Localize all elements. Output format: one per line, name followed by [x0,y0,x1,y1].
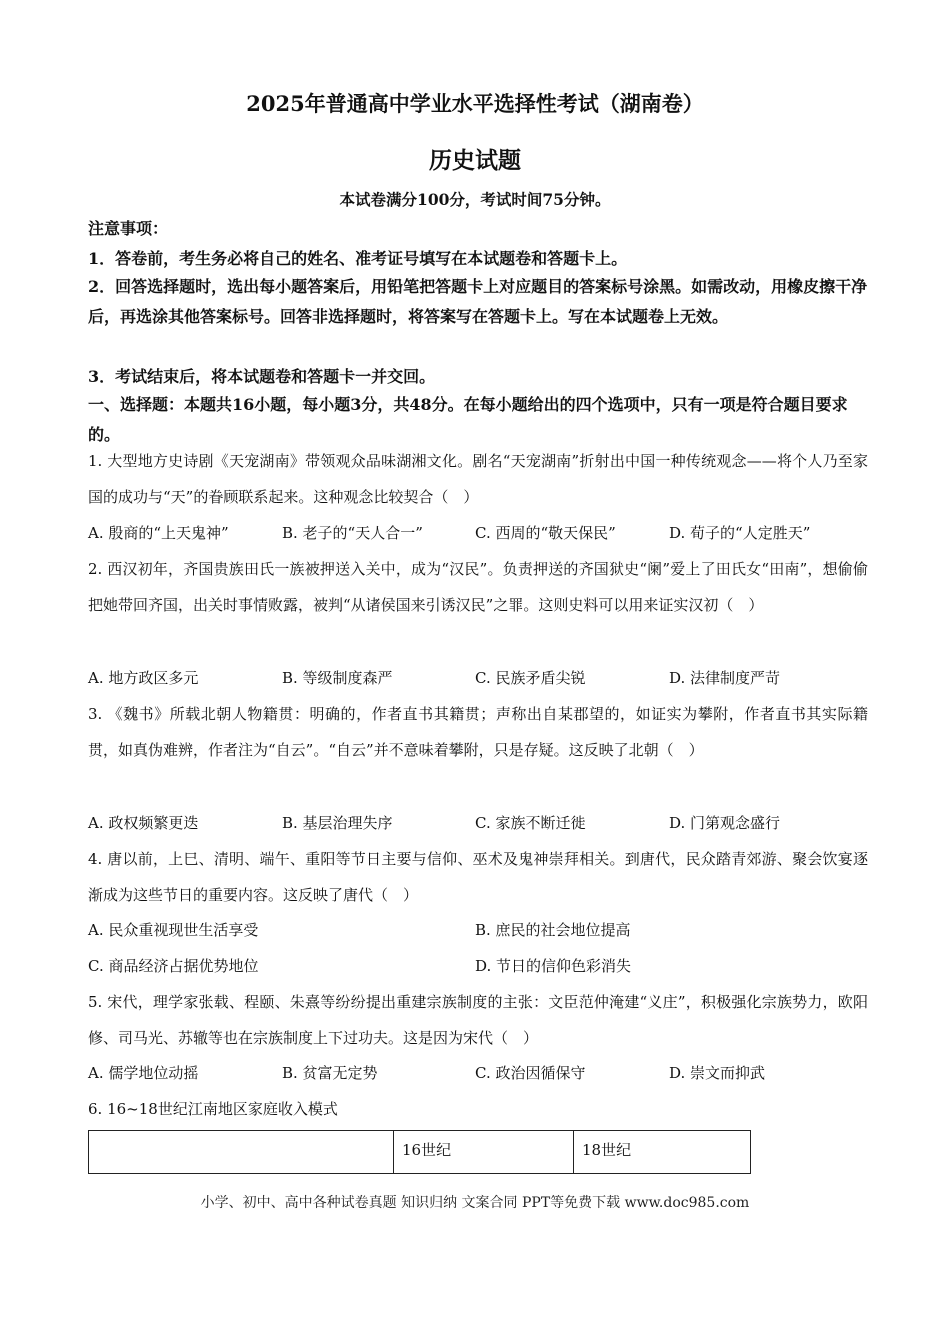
question-stem: 4. 唐以前，上巳、清明、端午、重阳等节日主要与信仰、巫术及鬼神崇拜相关。到唐代，民众踏青郊游、聚会饮宴逐渐成为这些节日的重要内容。这反映了唐代（ ） [88,850,868,904]
option-d: D. 崇文而抑武 [669,1064,766,1082]
question-stem: 1. 大型地方史诗剧《天宠湖南》带领观众品味湖湘文化。剧名“天宠湖南”折射出中国一种传统观念——将个人乃至家国的成功与“天”的眷顾联系起来。这种观念比较契合（ ） [88,452,868,506]
table-header-cell: 18世纪 [574,1131,751,1174]
table-row [89,1131,751,1174]
option-d: D. 荀子的“人定胜天” [669,524,811,542]
exam-info: 本试卷满分100分，考试时间75分钟。 [339,190,611,209]
income-table [88,1130,751,1174]
page-footer: 小学、初中、高中各种试卷真题 知识归纳 文案合同 PPT等免费下载 www.doc985.com [200,1195,750,1211]
question-options [88,955,868,979]
question-stem: 6. 16~18世纪江南地区家庭收入模式 [88,1100,338,1118]
option-b: B. 等级制度森严 [282,669,393,687]
option-c: C. 家族不断迁徙 [475,814,586,832]
question-options [88,667,868,691]
option-b: B. 庶民的社会地位提高 [475,921,631,939]
question-options [88,522,868,546]
option-b: B. 老子的“天人合一” [282,524,423,542]
question-stem: 5. 宋代，理学家张载、程颐、朱熹等纷纷提出重建宗族制度的主张：文臣范仲淹建“义庄”，积极强化宗族势力，欧阳修、司马光、苏辙等也在宗族制度上下过功夫。这是因为宋代（ ） [88,993,868,1047]
table-header-cell: 16世纪 [394,1131,574,1174]
question-options [88,812,868,836]
option-c: C. 民族矛盾尖锐 [475,669,586,687]
question-stem: 2. 西汉初年，齐国贵族田氏一族被押送入关中，成为“汉民”。负责押送的齐国狱史“阑”爱上了田氏女“田南”，想偷偷把她带回齐国，出关时事情败露，被判“从诸侯国来引诱汉民”之罪。这则史料可以用来证实汉初（ ） [88,560,868,614]
option-a: A. 殷商的“上天鬼神” [88,524,229,542]
option-d: D. 法律制度严苛 [669,669,781,687]
option-c: C. 西周的“敬天保民” [475,524,616,542]
option-d: D. 节日的信仰色彩消失 [475,957,632,975]
question-options [88,1062,868,1086]
subject-title: 历史试题 [429,147,521,174]
exam-title: 2025年普通高中学业水平选择性考试（湖南卷） [246,91,704,116]
section-heading: 一、选择题：本题共16小题，每小题3分，共48分。在每小题给出的四个选项中，只有一项是符合题目要求的。 [88,395,848,444]
table-header-cell [89,1131,394,1174]
option-b: B. 基层治理失序 [282,814,393,832]
notice-heading: 注意事项： [88,219,169,238]
option-a: A. 儒学地位动摇 [88,1064,199,1082]
option-a: A. 民众重视现世生活享受 [88,921,259,939]
notice-item-1: 1．答卷前，考生务必将自己的姓名、准考证号填写在本试题卷和答题卡上。 [88,249,628,268]
option-c: C. 政治因循保守 [475,1064,586,1082]
question-options [88,919,868,943]
option-d: D. 门第观念盛行 [669,814,781,832]
question-stem: 3. 《魏书》所载北朝人物籍贯：明确的，作者直书其籍贯；声称出自某郡望的，如证实为攀附，作者直书其实际籍贯，如真伪难辨，作者注为“自云”。“自云”并不意味着攀附，只是存疑。这反映了北朝（ ） [88,705,868,759]
notice-item-2: 2．回答选择题时，选出每小题答案后，用铅笔把答题卡上对应题目的答案标号涂黑。如需改动，用橡皮擦干净后，再选涂其他答案标号。回答非选择题时，将答案写在答题卡上。写在本试题卷上无效。 [88,277,868,326]
option-b: B. 贫富无定势 [282,1064,378,1082]
option-a: A. 地方政区多元 [88,669,199,687]
notice-item-3: 3．考试结束后，将本试题卷和答题卡一并交回。 [88,367,436,386]
option-c: C. 商品经济占据优势地位 [88,957,259,975]
option-a: A. 政权频繁更迭 [88,814,199,832]
